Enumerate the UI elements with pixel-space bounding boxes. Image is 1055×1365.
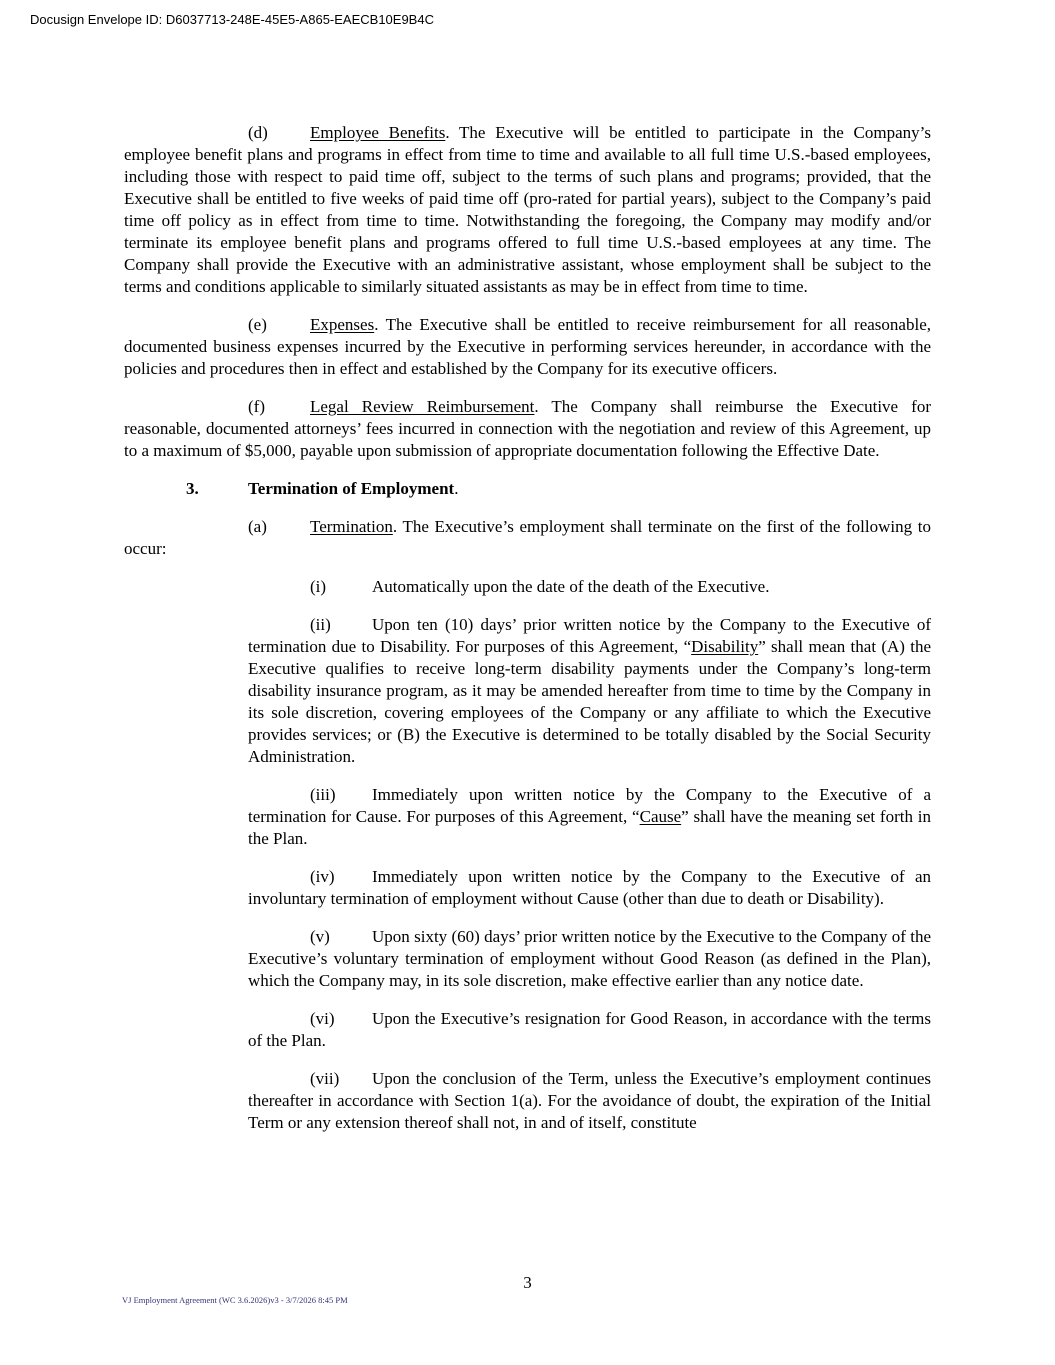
subitem-iii-text-after: ” shall have the meaning set forth in the Plan. [248,807,932,848]
subitem-iv [248,866,931,910]
subitem-vii-text: Upon the conclusion of the Term, unless the Executive’s employment continues thereafter in accordance with Section 1(a). For the avoidance of doubt, the expiration of the Initial Term or any extension thereof shall not, in and of itself, constitute [248,1069,931,1132]
subitem-v [248,926,931,992]
paragraph-d-heading: Employee Benefits [310,123,446,142]
paragraph-a-sep: . [392,517,403,536]
subitem-ii-label: (ii) [310,615,331,634]
subitem-v-text: Upon sixty (60) days’ prior written notice by the Executive to the Company of the Executive’s voluntary termination of employment without Good Reason (as defined in the Plan), which the Company may, in its sole discretion, make effective earlier than any notice date. [248,927,931,990]
defined-term-cause: Cause [639,807,682,826]
paragraph-e-heading: Expenses [310,315,375,334]
subitem-vi-label: (vi) [310,1009,335,1028]
subitem-iii-label: (iii) [310,785,336,804]
paragraph-d [124,122,931,298]
paragraph-f-sep: . [534,397,552,416]
subitem-vii-label: (vii) [310,1069,340,1088]
subitem-i-text: Automatically upon the date of the death of the Executive. [372,577,770,596]
paragraph-f [124,396,931,462]
section-3-period: . [454,479,459,498]
paragraph-e-text: The Executive shall be entitled to receive reimbursement for all reasonable, documented business expenses incurred by the Executive in performing services hereunder, in accordance with the policies and procedures then in effect and established by the Company for its executive officers. [124,315,931,378]
defined-term-disability: Disability [691,637,759,656]
subitem-ii-text-before: Upon ten (10) days’ prior written notice by the Company to the Executive of termination due to Disability. For purposes of this Agreement, “ [248,615,931,656]
paragraph-d-label: (d) [248,123,268,142]
section-3-heading [124,478,931,500]
document-body [124,122,931,1150]
subitem-i-label: (i) [310,577,327,596]
subitem-vi [248,1008,931,1052]
subitem-vi-text: Upon the Executive’s resignation for Good Reason, in accordance with the terms of the Plan. [248,1009,931,1050]
paragraph-f-text: The Company shall reimburse the Executive for reasonable, documented attorneys’ fees incurred in connection with the negotiation and review of this Agreement, up to a maximum of $5,000, payable upon submission of appropriate documentation following the Effective Date. [124,397,931,460]
paragraph-a-text: The Executive’s employment shall terminate on the first of the following to occur: [124,517,931,558]
paragraph-e-sep: . [374,315,386,334]
document-footer-label: VJ Employment Agreement (WC 3.6.2026)v3 - 3/7/2026 8:45 PM [122,1295,348,1305]
section-3-title: Termination of Employment [248,479,455,498]
section-3-number: 3. [186,479,199,498]
paragraph-a-heading: Termination [310,517,393,536]
subitem-iv-text: Immediately upon written notice by the Company to the Executive of an involuntary termination of employment without Cause (other than due to death or Disability). [248,867,931,908]
paragraph-e-label: (e) [248,315,267,334]
paragraph-e [124,314,931,380]
subitem-ii [248,614,931,768]
paragraph-f-label: (f) [248,397,265,416]
subitem-ii-text-after: ” shall mean that (A) the Executive qualifies to receive long-term disability payments under the Company’s long-term disability insurance program, as it may be amended hereafter from time to time by the Company in its sole discretion, covering employees of the Company or any affiliate to which the Executive provides services; or (B) the Executive is determined to be totally disabled by the Social Security Administration. [248,637,931,766]
paragraph-a-label: (a) [248,517,267,536]
paragraph-d-sep: . [445,123,460,142]
subitem-iii [248,784,931,850]
subitem-iv-label: (iv) [310,867,335,886]
paragraph-f-heading: Legal Review Reimbursement [310,397,535,416]
paragraph-d-text: The Executive will be entitled to participate in the Company’s employee benefit plans and programs in effect from time to time and available to all full time U.S.-based employees, including those with respect to paid time off, subject to the terms of such plans and programs; provided, that the Executive shall be entitled to five weeks of paid time off (pro-rated for partial years), subject to the Company’s paid time off policy as in effect from time to time. Notwithstanding the foregoing, the Company may modify and/or terminate its employee benefit plans and programs offered to full time U.S.-based employees at any time. The Company shall provide the Executive with an administrative assistant, whose employment shall be subject to the terms and conditions applicable to similarly situated assistants as may be in effect from time to time. [124,123,931,296]
subitem-vii [248,1068,931,1134]
docusign-envelope-id: Docusign Envelope ID: D6037713-248E-45E5-A865-EAECB10E9B4C [30,12,434,27]
subitem-i [248,576,931,598]
subitem-iii-text-before: Immediately upon written notice by the Company to the Executive of a termination for Cause. For purposes of this Agreement, “ [248,785,931,826]
subitem-v-label: (v) [310,927,330,946]
page-number: 3 [523,1273,532,1292]
paragraph-a [124,516,931,560]
